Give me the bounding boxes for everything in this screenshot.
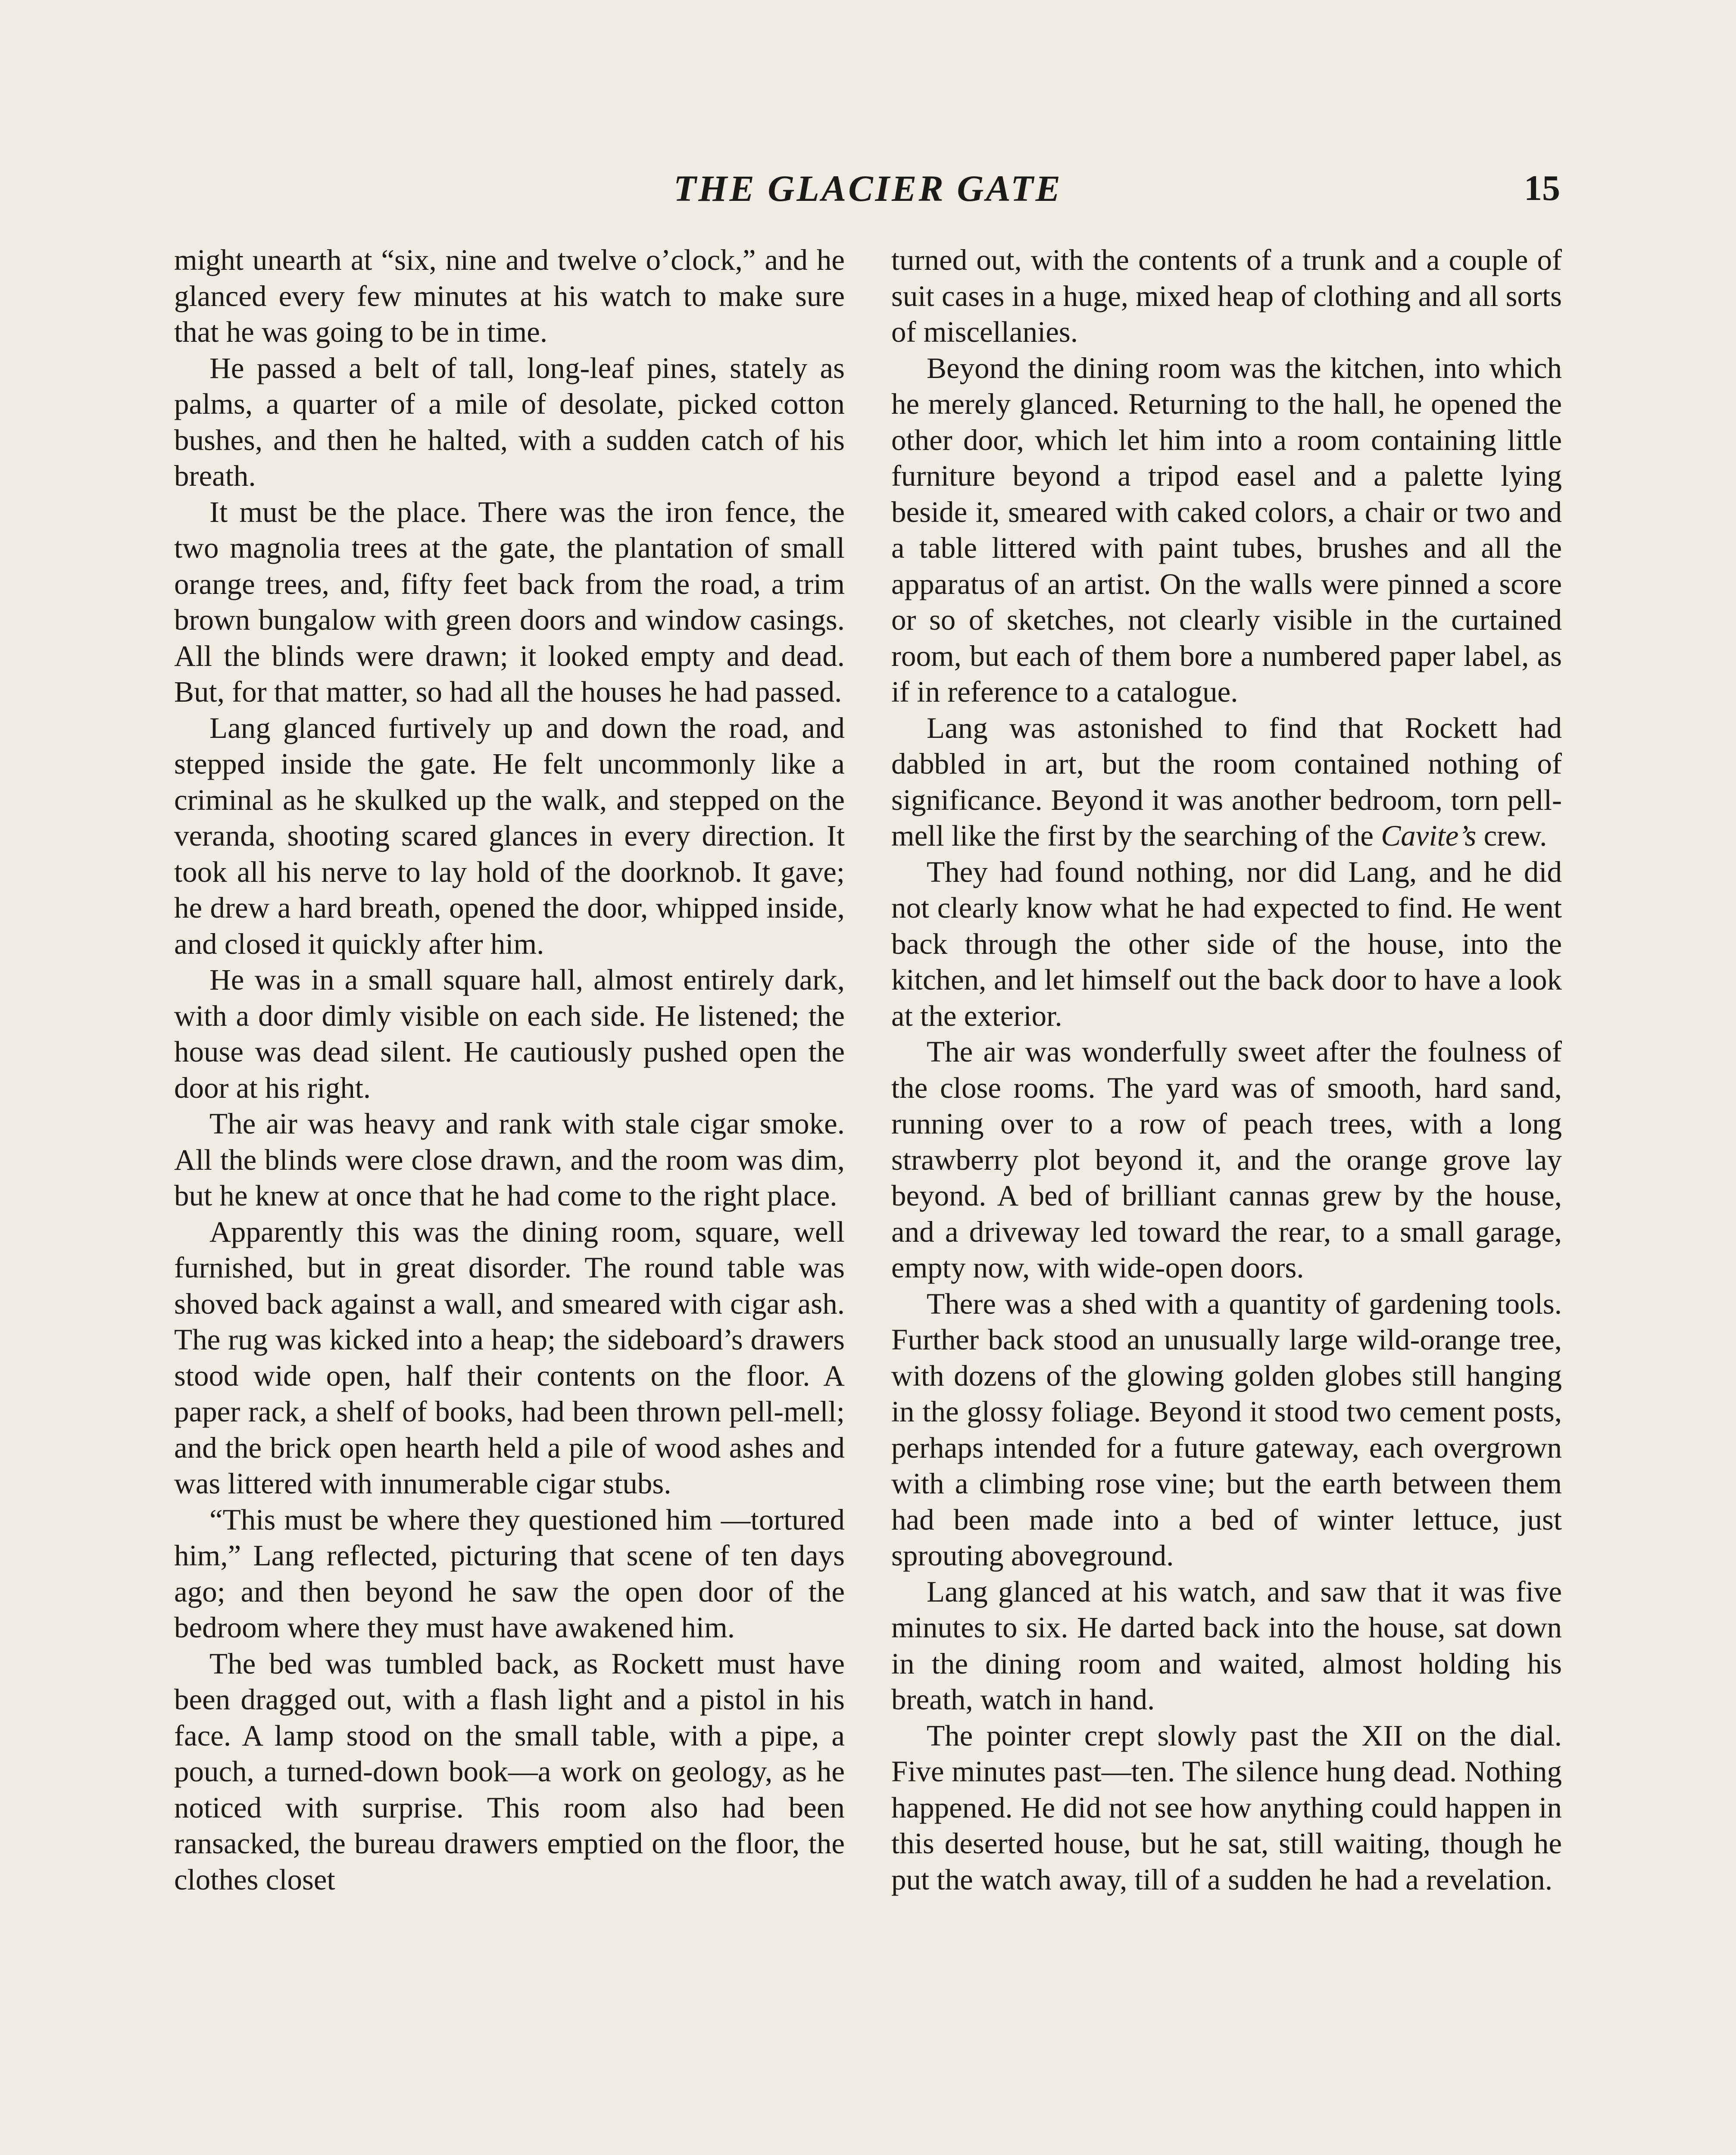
ship-name: Cavite’s xyxy=(1381,819,1477,852)
paragraph: Lang glanced at his watch, and saw that it was five minutes to six. He darted back into the house, sat down in the dining room and waited, almost holding his breath, watch in hand. xyxy=(891,1575,1562,1716)
paragraph: He was in a small square hall, almost entirely dark, with a door dimly visible on each side. He listened; the house was dead silent. He cautiously pushed open the door at his right. xyxy=(174,963,845,1104)
paragraph: Lang glanced furtively up and down the road, and stepped inside the gate. He felt uncommonly like a criminal as he skulked up the walk, and stepped on the veranda, shooting scared glances in every direction. It took all his nerve to lay hold of the doorknob. It gave; he drew a hard breath, opened the door, whipped inside, and closed it quickly after him. xyxy=(174,711,845,960)
paragraph xyxy=(891,710,1562,854)
paragraph: It must be the place. There was the iron fence, the two magnolia trees at the gate, the plantation of small orange trees, and, fifty feet back from the road, a trim brown bungalow with green doors and window casings. All the blinds were drawn; it looked empty and dead. But, for that matter, so had all the houses he had passed. xyxy=(174,495,845,708)
paragraph: He passed a belt of tall, long-leaf pines, stately as palms, a quarter of a mile of desolate, picked cotton bushes, and then he halted, with a sudden catch of his breath. xyxy=(174,351,845,492)
paragraph: “This must be where they questioned him —tortured him,” Lang reflected, picturing that scene of ten days ago; and then beyond he saw the open door of the bedroom where they must have awakened him. xyxy=(174,1503,845,1644)
paragraph: They had found nothing, nor did Lang, and he did not clearly know what he had expected to find. He went back through the other side of the house, into the kitchen, and let himself out the back door to have a look at the exterior. xyxy=(891,855,1562,1032)
paragraph: Apparently this was the dining room, square, well furnished, but in great disorder. The round table was shoved back against a wall, and smeared with cigar ash. The rug was kicked into a heap; the sideboard’s drawers stood wide open, half their contents on the floor. A paper rack, a shelf of books, had been thrown pell-mell; and the brick open hearth held a pile of wood ashes and was littered with innumerable cigar stubs. xyxy=(174,1215,845,1500)
paragraph: The air was wonderfully sweet after the foulness of the close rooms. The yard was of smooth, hard sand, running over to a row of peach trees, with a long strawberry plot beyond it, and the orange grove lay beyond. A bed of brilliant cannas grew by the house, and a driveway led toward the rear, to a small garage, empty now, with wide-open doors. xyxy=(891,1035,1562,1284)
paragraph: turned out, with the contents of a trunk and a couple of suit cases in a huge, mixed heap of clothing and all sorts of miscellanies. xyxy=(891,244,1562,348)
paragraph: might unearth at “six, nine and twelve o’clock,” and he glanced every few minutes at his watch to make sure that he was going to be in time. xyxy=(174,244,845,348)
paragraph-text: crew. xyxy=(1483,819,1547,852)
paragraph: The air was heavy and rank with stale cigar smoke. All the blinds were close drawn, and the room was dim, but he knew at once that he had come to the right place. xyxy=(174,1107,845,1212)
running-header xyxy=(0,165,1736,212)
running-title: THE GLACIER GATE xyxy=(674,168,1062,209)
left-column xyxy=(174,242,845,1898)
right-column xyxy=(891,242,1562,1898)
paragraph: Beyond the dining room was the kitchen, into which he merely glanced. Returning to the hall, he opened the other door, which let him into a room containing little furniture beyond a tripod easel and a palette lying beside it, smeared with caked colors, a chair or two and a table littered with paint tubes, brushes and all the apparatus of an artist. On the walls were pinned a score or so of sketches, not clearly visible in the curtained room, but each of them bore a numbered paper label, as if in reference to a catalogue. xyxy=(891,351,1562,708)
paragraph: The pointer crept slowly past the XII on the dial. Five minutes past—ten. The silence hung dead. Nothing happened. He did not see how anything could happen in this deserted house, but he sat, still waiting, though he put the watch away, till of a sudden he had a revelation. xyxy=(891,1719,1562,1896)
paragraph-text: Lang was astonished to find that Rockett had dabbled in art, but the room contained nothing of significance. Beyond it was another bedroom, torn pell-mell like the first by the searching of the xyxy=(891,711,1562,852)
page-number: 15 xyxy=(1524,168,1560,208)
paragraph: The bed was tumbled back, as Rockett must have been dragged out, with a flash light and a pistol in his face. A lamp stood on the small table, with a pipe, a pouch, a turned-down book—a work on geology, as he noticed with surprise. This room also had been ransacked, the bureau drawers emptied on the floor, the clothes closet xyxy=(174,1647,845,1896)
paragraph: There was a shed with a quantity of gardening tools. Further back stood an unusually large wild-orange tree, with dozens of the glowing golden globes still hanging in the glossy foliage. Beyond it stood two cement posts, perhaps intended for a future gateway, each overgrown with a climbing rose vine; but the earth between them had been made into a bed of winter lettuce, just sprouting aboveground. xyxy=(891,1287,1562,1572)
